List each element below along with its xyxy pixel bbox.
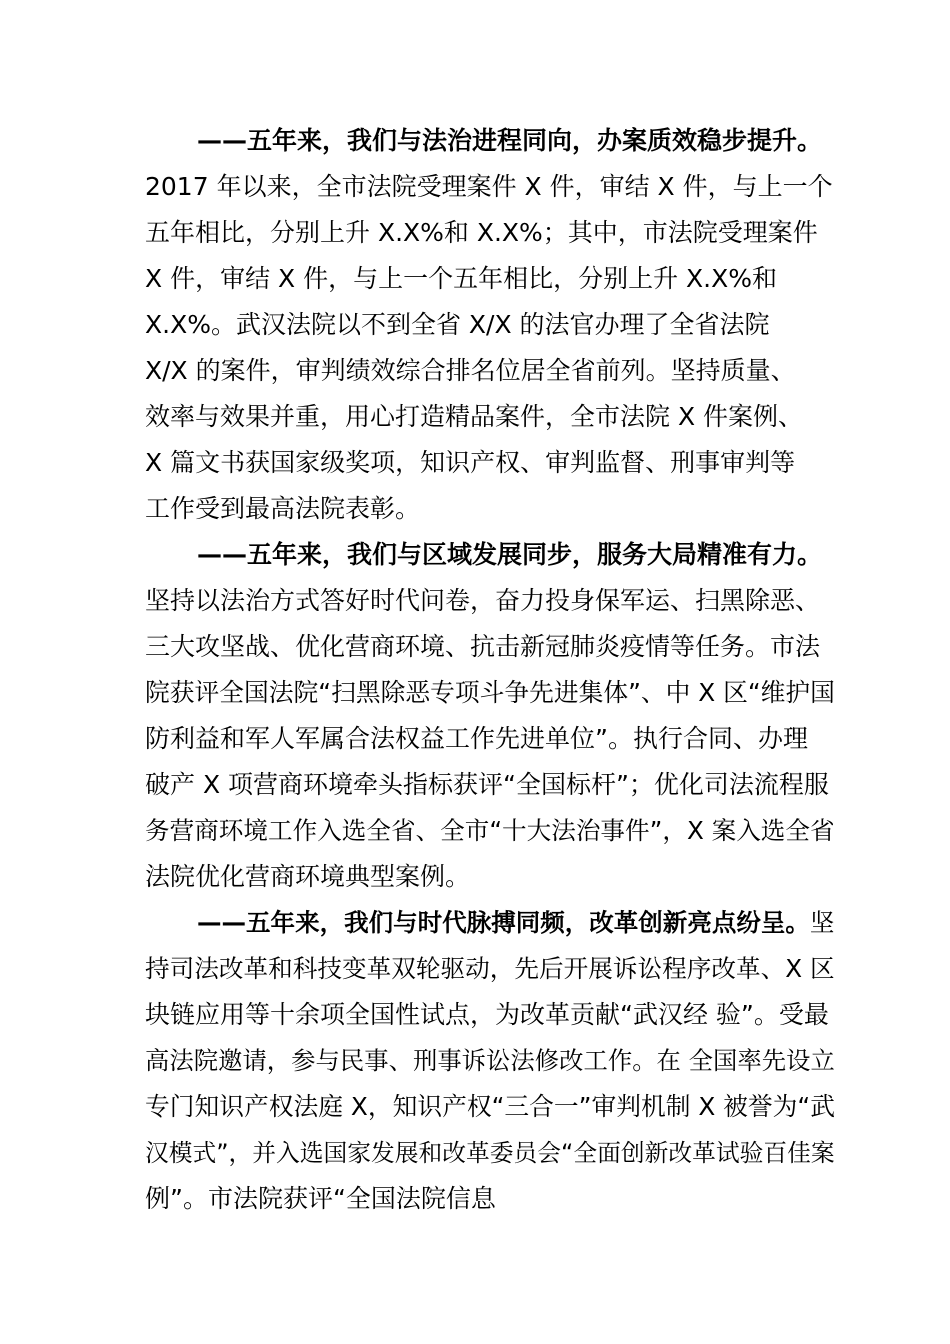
body-text-line <box>145 348 835 394</box>
body-text-line <box>145 762 835 808</box>
body-text-continuation: 坚 <box>809 908 835 937</box>
body-text-line <box>145 670 835 716</box>
body-text-line <box>145 210 835 256</box>
body-text: 五年相比，分别上升 X.X%和 X.X%；其中，市法院受理案件 <box>145 218 818 247</box>
body-text: 法院优化营商环境典型案例。 <box>145 862 471 891</box>
body-text: 持司法改革和科技变革双轮驱动，先后开展诉讼程序改革、X 区 <box>145 954 835 983</box>
body-text-line <box>145 992 835 1038</box>
body-text-line <box>145 1176 835 1222</box>
body-text-line <box>145 164 835 210</box>
body-text: 块链应用等十余项全国性试点，为改革贡献“武汉经 验”。受最 <box>145 1000 829 1029</box>
body-text-line <box>145 716 835 762</box>
body-text: 例”。市法院获评“全国法院信息 <box>145 1184 496 1213</box>
body-text: 破产 X 项营商环境牵头指标获评“全国标杆”；优化司法流程服 <box>145 770 829 799</box>
body-text: 2017 年以来，全市法院受理案件 X 件，审结 X 件，与上一个 <box>145 172 833 201</box>
section-heading-text: ——五年来，我们与时代脉搏同频，改革创新亮点纷呈。 <box>197 908 810 937</box>
body-text: 专门知识产权法庭 X，知识产权“三合一”审判机制 X 被誉为“武 <box>145 1092 835 1121</box>
body-text: 坚持以法治方式答好时代问卷，奋力投身保军运、扫黑除恶、 <box>145 586 821 615</box>
body-text-line <box>145 624 835 670</box>
body-text-line <box>145 486 835 532</box>
body-text: X/X 的案件，审判绩效综合排名位居全省前列。坚持质量、 <box>145 356 796 385</box>
section-heading-line <box>145 900 835 946</box>
section-heading-text: ——五年来，我们与法治进程同向，办案质效稳步提升。 <box>197 126 823 155</box>
body-text: 三大攻坚战、优化营商环境、抗击新冠肺炎疫情等任务。市法 <box>145 632 821 661</box>
body-text: 工作受到最高法院表彰。 <box>145 494 421 523</box>
body-text-line <box>145 946 835 992</box>
body-text-line <box>145 808 835 854</box>
body-text-line <box>145 1038 835 1084</box>
body-text: 务营商环境工作入选全省、全市“十大法治事件”，X 案入选全省 <box>145 816 835 845</box>
body-text: X.X%。武汉法院以不到全省 X/X 的法官办理了全省法院 <box>145 310 770 339</box>
body-text-line <box>145 302 835 348</box>
body-text: X 件，审结 X 件，与上一个五年相比，分别上升 X.X%和 <box>145 264 777 293</box>
section-heading-text: ——五年来，我们与区域发展同步，服务大局精准有力。 <box>197 540 823 569</box>
body-text: 汉模式”，并入选国家发展和改革委员会“全面创新改革试验百佳案 <box>145 1139 835 1167</box>
body-text: 效率与效果并重，用心打造精品案件，全市法院 X 件案例、 <box>145 402 804 431</box>
body-text: 防利益和军人军属合法权益工作先进单位”。执行合同、办理 <box>145 724 808 753</box>
document-body <box>145 118 835 1222</box>
body-text: X 篇文书获国家级奖项，知识产权、审判监督、刑事审判等 <box>145 448 796 477</box>
section-heading-line <box>145 118 835 164</box>
body-text-line <box>145 854 835 900</box>
body-text-line <box>145 394 835 440</box>
body-text-line <box>145 1130 835 1176</box>
body-text-line <box>145 578 835 624</box>
body-text-line <box>145 1084 835 1130</box>
body-text: 高法院邀请，参与民事、刑事诉讼法修改工作。在 全国率先设立 <box>145 1046 835 1075</box>
body-text-line <box>145 440 835 486</box>
body-text-line <box>145 256 835 302</box>
body-text: 院获评全国法院“扫黑除恶专项斗争先进集体”、中 X 区“维护国 <box>145 678 835 707</box>
section-heading-line <box>145 532 835 578</box>
